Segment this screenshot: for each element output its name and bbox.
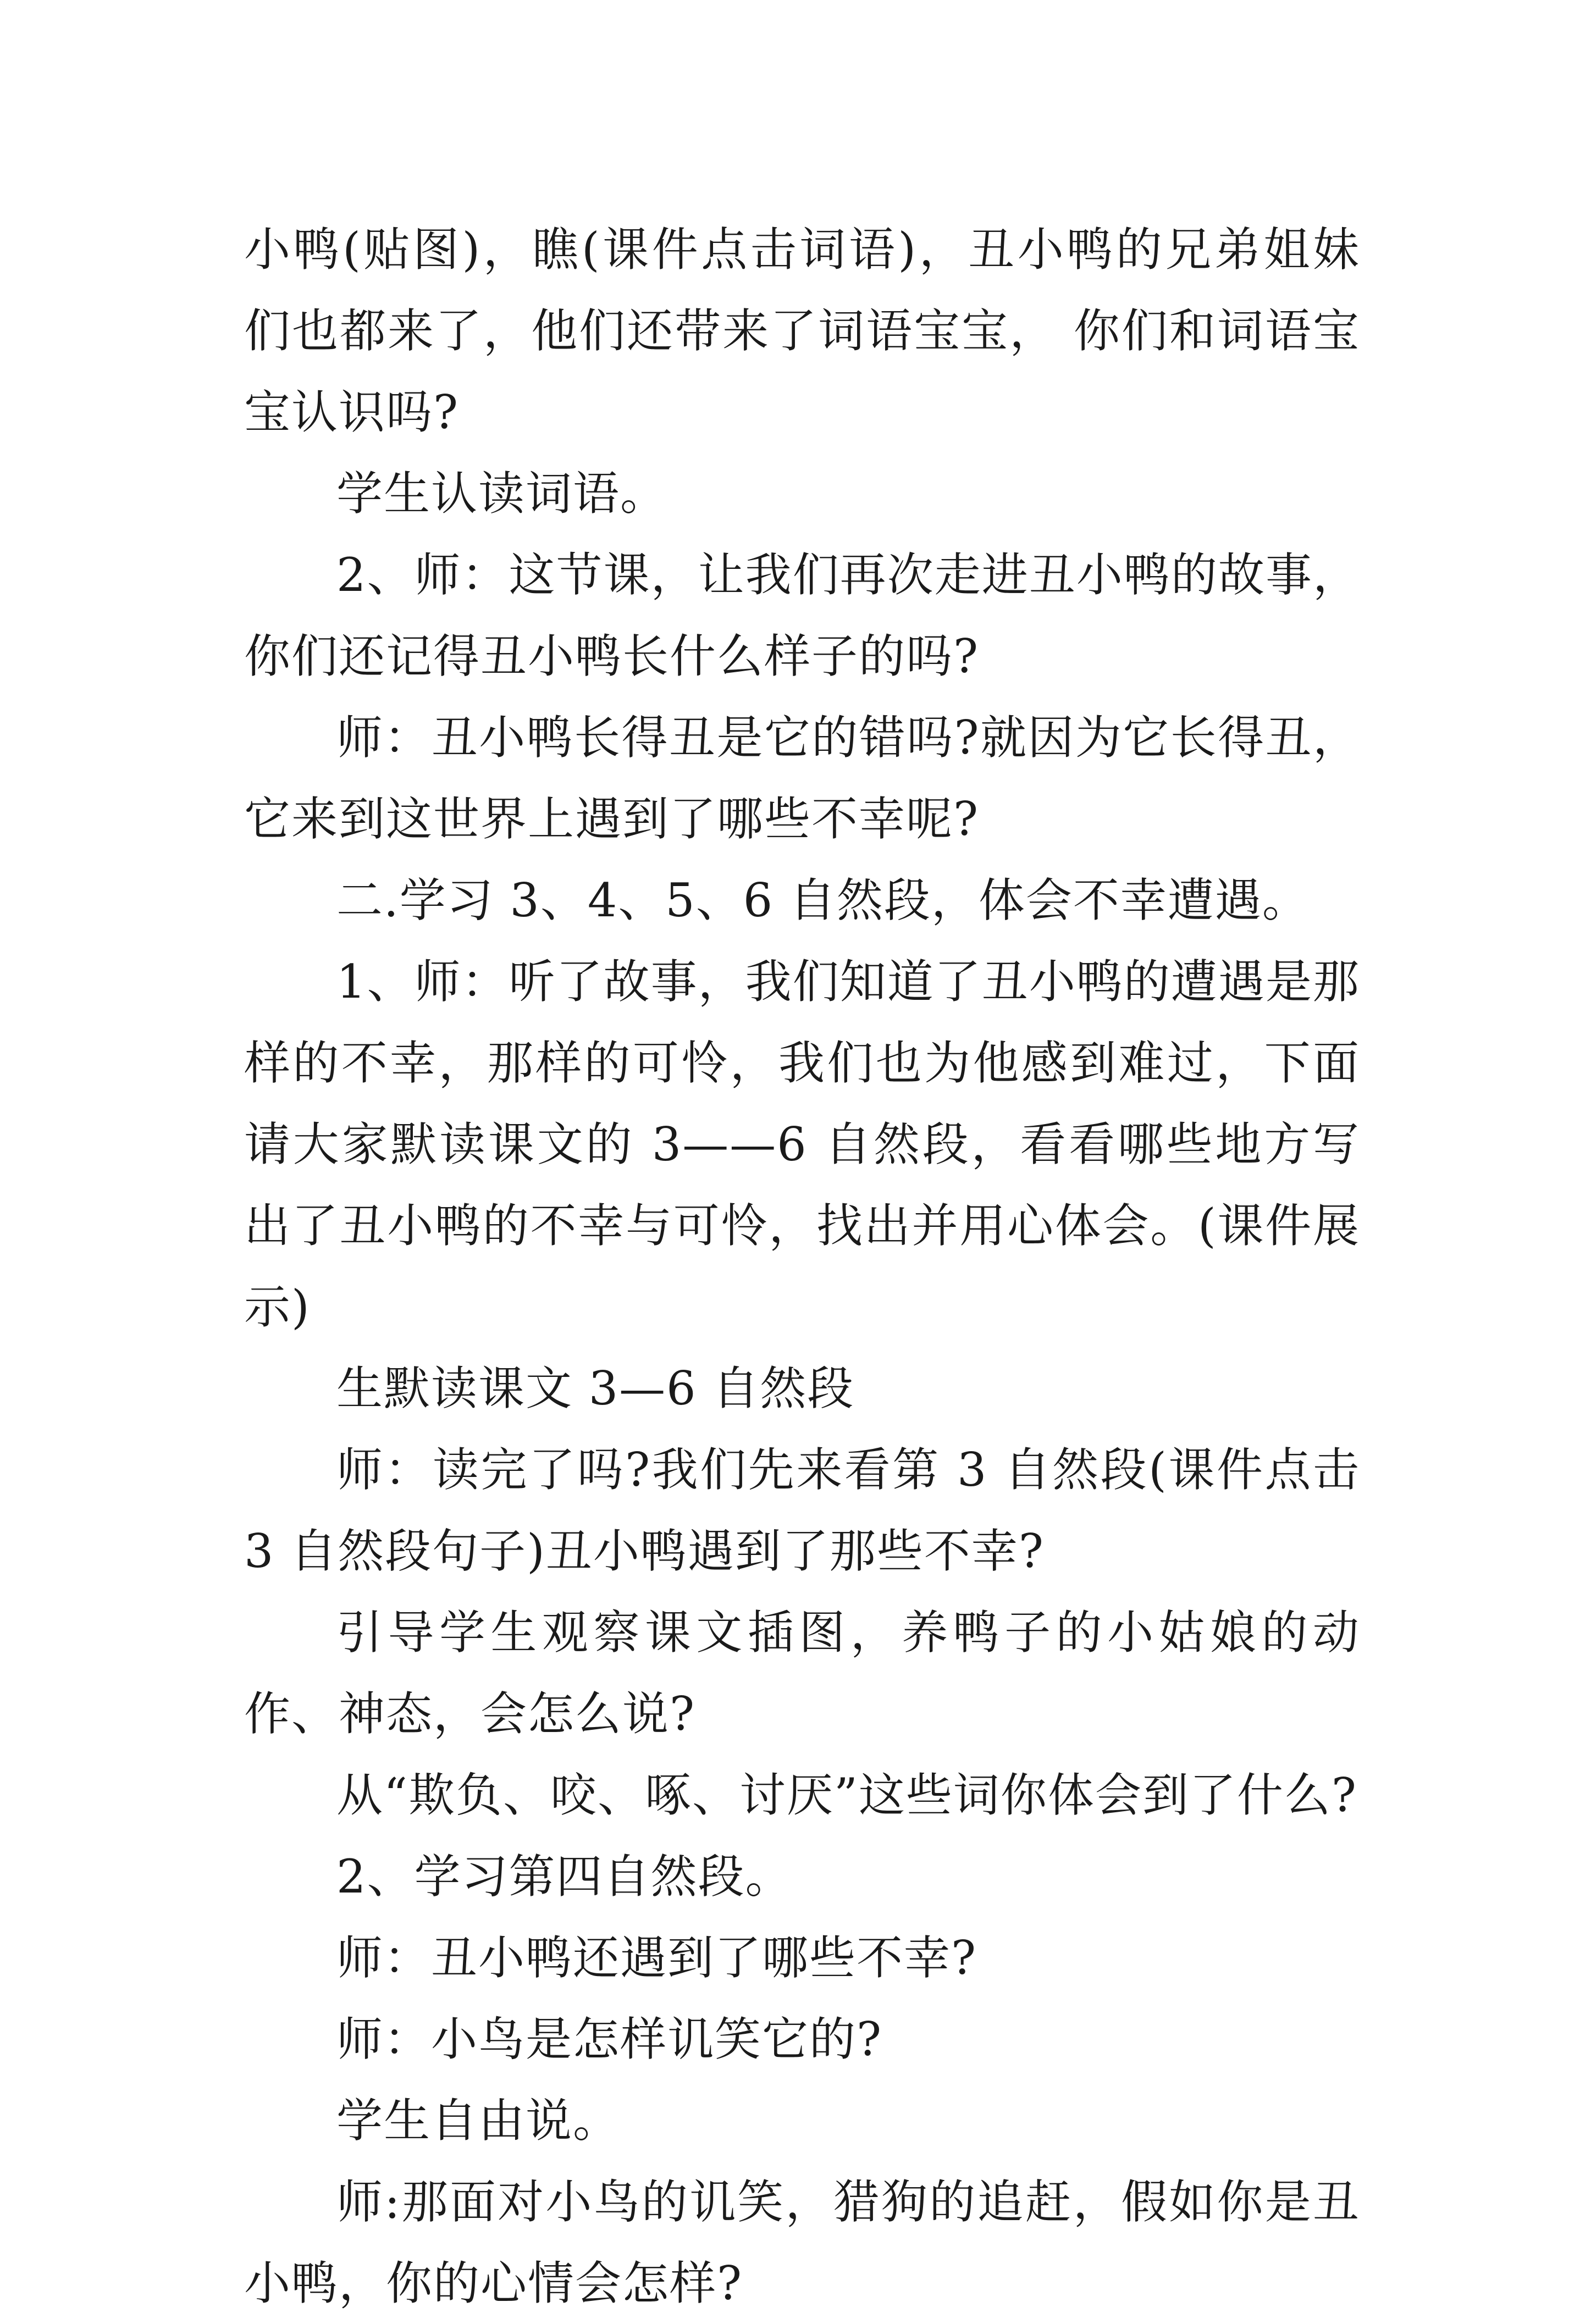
paragraph: 小鸭(贴图)，瞧(课件点击词语)，丑小鸭的兄弟姐妹们也都来了，他们还带来了词语宝宝， 你们和词语宝宝认识吗? <box>244 223 1360 439</box>
paragraph: 师：丑小鸭长得丑是它的错吗?就因为它长得丑，它来到这世界上遇到了哪些不幸呢? <box>244 711 1360 846</box>
paragraph: 从“欺负、咬、啄、讨厌”这些词你体会到了什么? <box>336 1768 1357 1822</box>
paragraph: 师:那面对小鸟的讥笑，猎狗的追赶，假如你是丑小鸭，你的心情会怎样? <box>244 2175 1360 2310</box>
paragraph: 1、师：听了故事，我们知道了丑小鸭的遭遇是那样的不幸，那样的可怜，我们也为他感到难过，下面请大家默读课文的 3——6 自然段，看看哪些地方写出了丑小鸭的不幸与可怜，找出并用心体会。(课件展示) <box>244 955 1360 1334</box>
paragraph: 2、学习第四自然段。 <box>336 1850 793 1904</box>
paragraph: 引导学生观察课文插图，养鸭子的小姑娘的动作、神态，会怎么说? <box>244 1606 1360 1741</box>
paragraph: 师：丑小鸭还遇到了哪些不幸? <box>336 1931 977 1985</box>
document-body <box>244 209 1360 2324</box>
paragraph: 师：读完了吗?我们先来看第 3 自然段(课件点击 3 自然段句子)丑小鸭遇到了那些不幸? <box>244 1443 1360 1578</box>
section-heading: 二.学习 3、4、5、6 自然段，体会不幸遭遇。 <box>336 873 1310 927</box>
paragraph: 师：小鸟是怎样讥笑它的? <box>336 2012 883 2066</box>
paragraph: 学生自由说。 <box>336 2094 621 2148</box>
paragraph: 学生认读词语。 <box>336 467 668 521</box>
paragraph: 生默读课文 3—6 自然段 <box>336 1362 855 1415</box>
paragraph: 2、师：这节课，让我们再次走进丑小鸭的故事，你们还记得丑小鸭长什么样子的吗? <box>244 548 1360 683</box>
